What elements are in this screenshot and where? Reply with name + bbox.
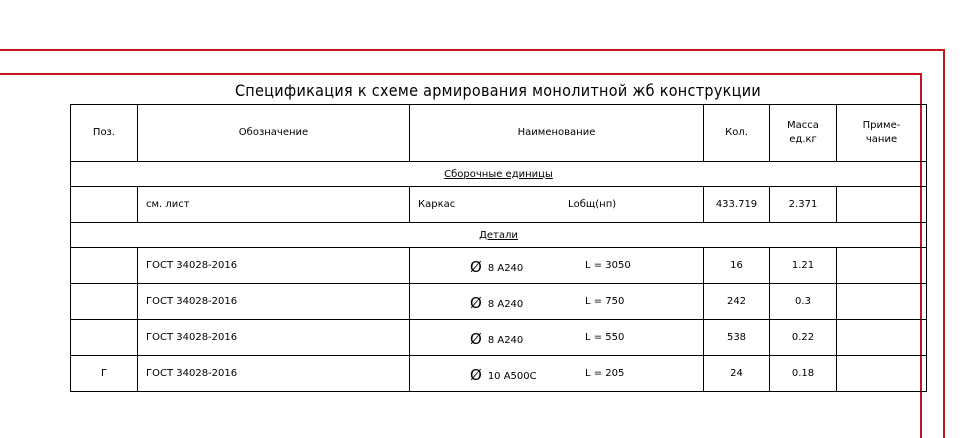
table-row — [71, 320, 927, 356]
column-header-pos: Поз. — [71, 105, 138, 162]
cell-name-spec — [470, 294, 523, 312]
cell-qty: 16 — [704, 248, 770, 284]
cell-designation: ГОСТ 34028-2016 — [138, 356, 410, 392]
section-row-parts — [71, 223, 927, 248]
cell-qty: 242 — [704, 284, 770, 320]
cell-note — [837, 284, 927, 320]
frame-outer-right-line — [943, 49, 945, 438]
diameter-icon: Ø — [470, 258, 482, 276]
table-row — [71, 284, 927, 320]
cell-designation: см. лист — [138, 187, 410, 223]
cell-note — [837, 248, 927, 284]
column-header-mass-line1: Масса — [787, 120, 819, 131]
cell-spec-text: 8 А240 — [487, 263, 524, 274]
cell-spec-text: 8 А240 — [487, 335, 524, 346]
cell-mass: 0.3 — [770, 284, 837, 320]
section-row-assembly — [71, 162, 927, 187]
table-row — [71, 356, 927, 392]
cell-name-item: Каркас — [418, 199, 456, 210]
cell-mass: 0.22 — [770, 320, 837, 356]
column-header-designation: Обозначение — [138, 105, 410, 162]
frame-outer-top-line — [0, 49, 945, 51]
cell-designation: ГОСТ 34028-2016 — [138, 320, 410, 356]
column-header-mass — [770, 105, 837, 162]
section-label-parts: Детали — [71, 223, 927, 248]
cell-mass: 0.18 — [770, 356, 837, 392]
cell-name-spec — [470, 330, 523, 348]
cell-spec-text: 8 А240 — [487, 299, 524, 310]
cell-name — [410, 284, 704, 320]
cell-mass: 1.21 — [770, 248, 837, 284]
cell-spec-text: 10 А500С — [487, 371, 537, 382]
cell-pos — [71, 187, 138, 223]
diameter-icon: Ø — [470, 366, 482, 384]
cell-pos — [71, 320, 138, 356]
cell-designation: ГОСТ 34028-2016 — [138, 284, 410, 320]
cell-qty: 538 — [704, 320, 770, 356]
cell-qty: 24 — [704, 356, 770, 392]
specification-title: Спецификация к схеме армирования монолитной жб конструкции — [234, 81, 762, 100]
column-header-name: Наименование — [410, 105, 704, 162]
cell-name-length: L = 550 — [585, 332, 625, 343]
cell-name — [410, 187, 704, 223]
cell-pos: Г — [71, 356, 138, 392]
cell-name-length: Lобщ(нп) — [568, 199, 617, 210]
column-header-note-line2: чание — [865, 134, 898, 145]
cell-pos — [71, 284, 138, 320]
table-header-row — [71, 105, 927, 162]
cell-name-length: L = 750 — [585, 296, 625, 307]
cell-designation: ГОСТ 34028-2016 — [138, 248, 410, 284]
section-label-assembly: Сборочные единицы — [71, 162, 927, 187]
cell-name-length: L = 3050 — [585, 260, 631, 271]
cell-name-spec — [470, 258, 523, 276]
column-header-note — [837, 105, 927, 162]
diameter-icon: Ø — [470, 294, 482, 312]
cell-mass: 2.371 — [770, 187, 837, 223]
frame-inner-top-line — [0, 73, 922, 75]
cell-qty: 433.719 — [704, 187, 770, 223]
cell-pos — [71, 248, 138, 284]
cell-note — [837, 320, 927, 356]
column-header-qty: Кол. — [704, 105, 770, 162]
specification-table — [70, 104, 927, 392]
cell-name — [410, 356, 704, 392]
cell-name — [410, 320, 704, 356]
cell-name — [410, 248, 704, 284]
diameter-icon: Ø — [470, 330, 482, 348]
column-header-note-line1: Приме- — [862, 120, 901, 131]
cell-name-length: L = 205 — [585, 368, 625, 379]
cell-note — [837, 187, 927, 223]
table-row-assembly — [71, 187, 927, 223]
table-row — [71, 248, 927, 284]
column-header-mass-line2: ед.кг — [789, 134, 817, 145]
cell-note — [837, 356, 927, 392]
cell-name-spec — [470, 366, 537, 384]
